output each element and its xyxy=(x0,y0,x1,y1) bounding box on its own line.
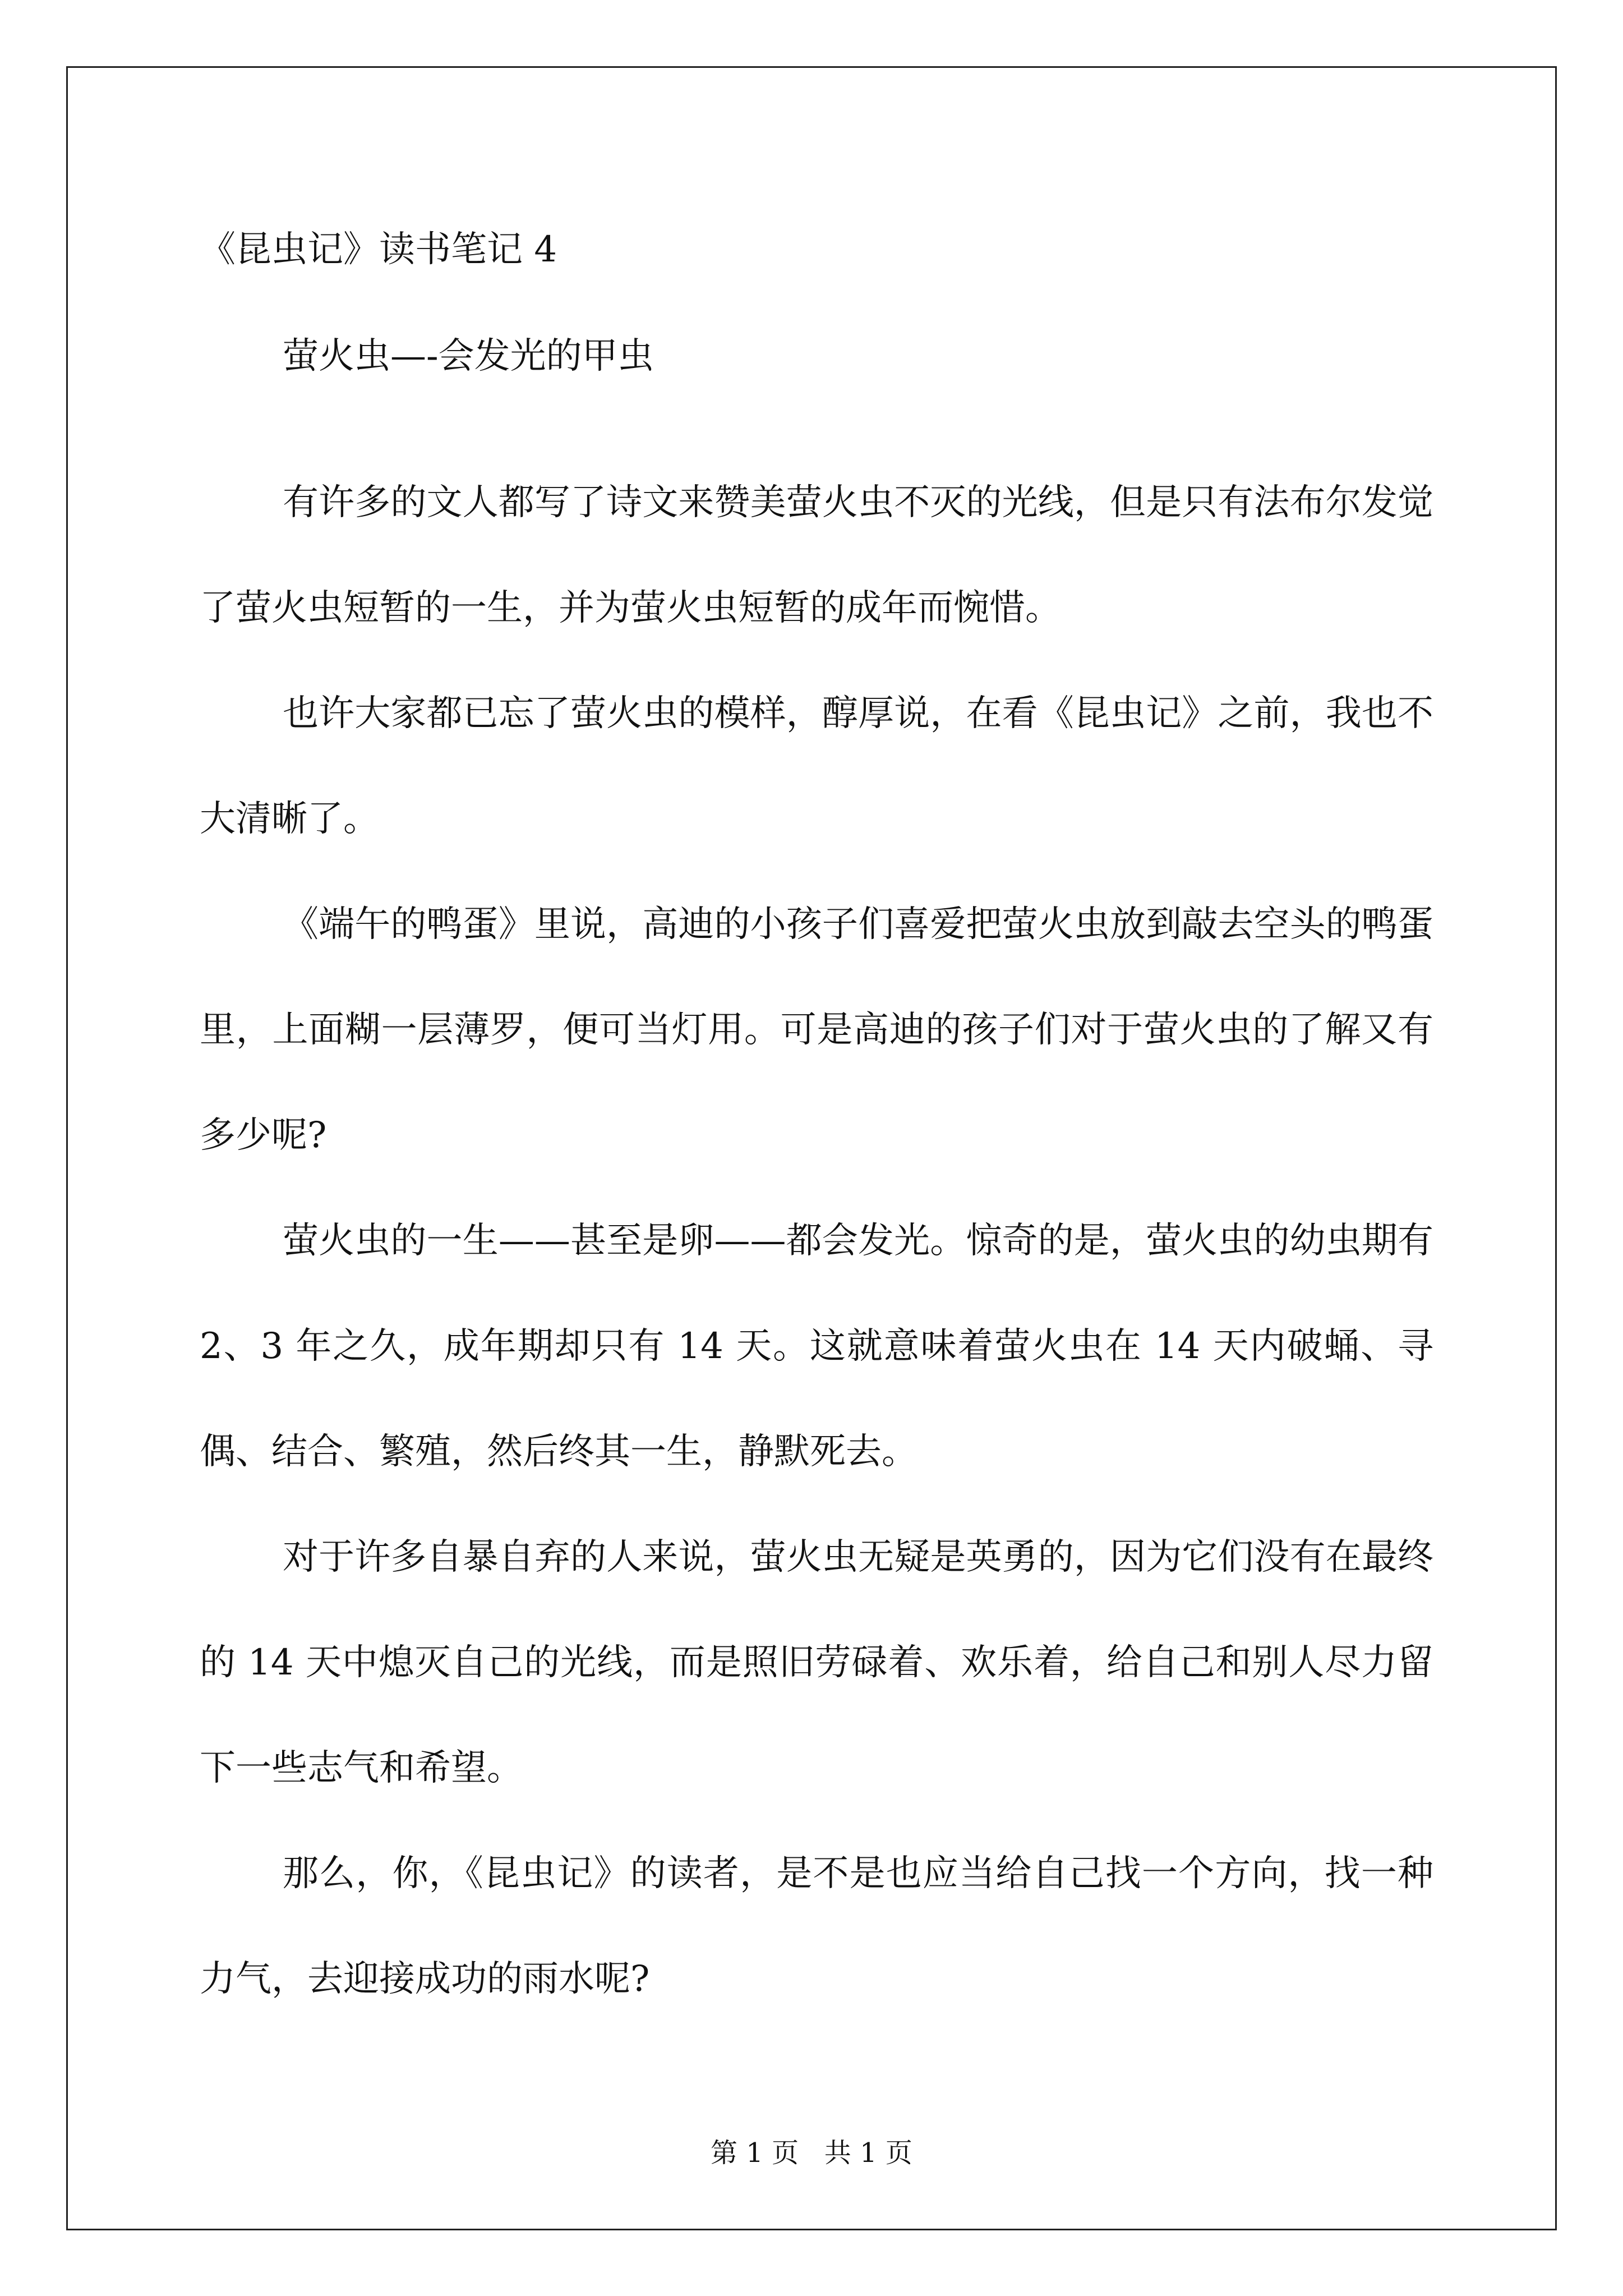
paragraph-5: 对于许多自暴自弃的人来说，萤火虫无疑是英勇的，因为它们没有在最终的 14 天中熄灭自己的光线，而是照旧劳碌着、欢乐着，给自己和别人尽力留下一些志气和希望。 xyxy=(200,1536,1433,1789)
paragraph-4: 萤火虫的一生——甚至是卵——都会发光。惊奇的是，萤火虫的幼虫期有 2、3 年之久，成年期却只有 14 天。这就意味着萤火虫在 14 天内破蛹、寻偶、结合、繁殖，然后终其一生，静默死去。 xyxy=(200,1220,1433,1473)
paragraph-3: 《端午的鸭蛋》里说，高迪的小孩子们喜爱把萤火虫放到敲去空头的鸭蛋里，上面糊一层薄罗，便可当灯用。可是高迪的孩子们对于萤火虫的了解又有多少呢? xyxy=(200,904,1433,1156)
paragraph-6: 那么，你，《昆虫记》的读者，是不是也应当给自己找一个方向，找一种力气，去迎接成功的雨水呢? xyxy=(200,1853,1433,2000)
paragraph-2: 也许大家都已忘了萤火虫的模样，醇厚说，在看《昆虫记》之前，我也不大清晰了。 xyxy=(200,693,1433,840)
document-subtitle: 萤火虫—-会发光的甲虫 xyxy=(283,335,654,377)
document-title: 《昆虫记》读书笔记 4 xyxy=(200,229,557,270)
paragraph-1: 有许多的文人都写了诗文来赞美萤火虫不灭的光线，但是只有法布尔发觉了萤火虫短暂的一生，并为萤火虫短暂的成年而惋惜。 xyxy=(200,482,1433,629)
page-footer: 第 1 页 共 1 页 xyxy=(711,2137,912,2169)
